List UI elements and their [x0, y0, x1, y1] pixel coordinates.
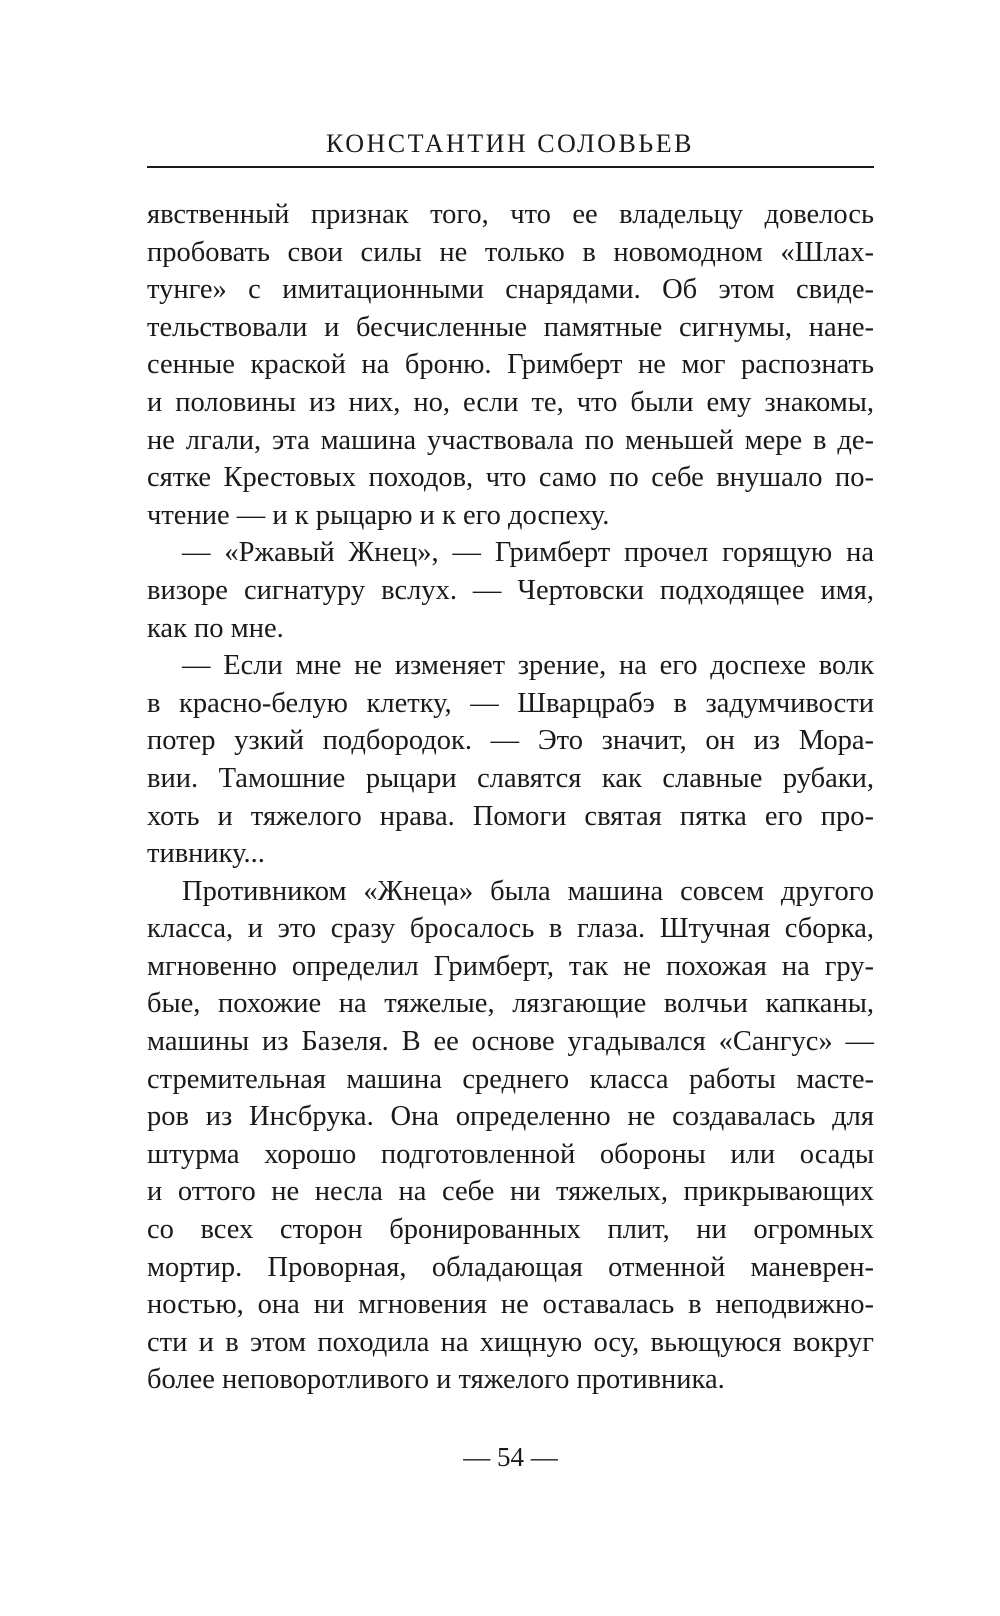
- text-line: более неповоротливого и тяжелого противника.: [147, 1364, 725, 1396]
- text-line: ров из Инсбрука. Она определенно не создавалась для: [147, 1101, 874, 1133]
- body-text: [147, 196, 874, 1399]
- text-line: сти и в этом походила на хищную осу, вьющуюся вокруг: [147, 1326, 874, 1358]
- text-line: сятке Крестовых походов, что само по себе внушало по-: [147, 462, 874, 494]
- text-line: ностью, она ни мгновения не оставалась в неподвижно-: [147, 1289, 874, 1321]
- text-line: хоть и тяжелого нрава. Помоги святая пятка его про-: [147, 800, 874, 832]
- text-line: как по мне.: [147, 612, 284, 644]
- text-line: мортир. Проворная, обладающая отменной маневрен-: [147, 1251, 874, 1283]
- text-line: бые, похожие на тяжелые, лязгающие волчьи капканы,: [147, 988, 874, 1020]
- text-line: чтение — и к рыцарю и к его доспеху.: [147, 499, 610, 531]
- text-line: вии. Тамошние рыцари славятся как славные рубаки,: [147, 762, 874, 794]
- text-line: — Если мне не изменяет зрение, на его доспехе волк: [182, 650, 874, 682]
- text-line: пробовать свои силы не только в новомодном «Шлах-: [147, 236, 874, 268]
- text-line: тивнику...: [147, 838, 265, 870]
- text-line: мгновенно определил Гримберт, так не похожая на гру-: [147, 950, 874, 982]
- text-line: и половины из них, но, если те, что были ему знакомы,: [147, 386, 874, 418]
- text-line: тельствовали и бесчисленные памятные сигнумы, нане-: [147, 311, 874, 343]
- text-line: визоре сигнатуру вслух. — Чертовски подходящее имя,: [147, 574, 874, 606]
- running-title: КОНСТАНТИН СОЛОВЬЕВ: [326, 129, 694, 158]
- text-line: тунге» с имитационными снарядами. Об этом свиде-: [147, 274, 874, 306]
- text-line: не лгали, эта машина участвовала по меньшей мере в де-: [147, 424, 874, 456]
- text-line: потер узкий подбородок. — Это значит, он из Мора-: [147, 725, 874, 757]
- text-line: сенные краской на броню. Гримберт не мог распознать: [147, 349, 874, 381]
- text-line: в красно-белую клетку, — Шварцрабэ в задумчивости: [147, 687, 874, 719]
- text-line: класса, и это сразу бросалось в глаза. Штучная сборка,: [147, 913, 874, 945]
- page-number: — 54 —: [463, 1442, 558, 1472]
- text-line: Противником «Жнеца» была машина совсем другого: [182, 875, 874, 907]
- text-line: — «Ржавый Жнец», — Гримберт прочел горящую на: [182, 537, 874, 569]
- text-line: штурма хорошо подготовленной обороны или осады: [147, 1138, 874, 1170]
- text-line: со всех сторон бронированных плит, ни огромных: [147, 1214, 874, 1246]
- text-line: стремительная машина среднего класса работы масте-: [147, 1063, 874, 1095]
- text-line: явственный признак того, что ее владельцу довелось: [147, 199, 874, 230]
- text-line: и оттого не несла на себе ни тяжелых, прикрывающих: [147, 1176, 874, 1208]
- text-line: машины из Базеля. В ее основе угадывался «Сангус» —: [147, 1026, 874, 1058]
- header-rule: [147, 166, 874, 168]
